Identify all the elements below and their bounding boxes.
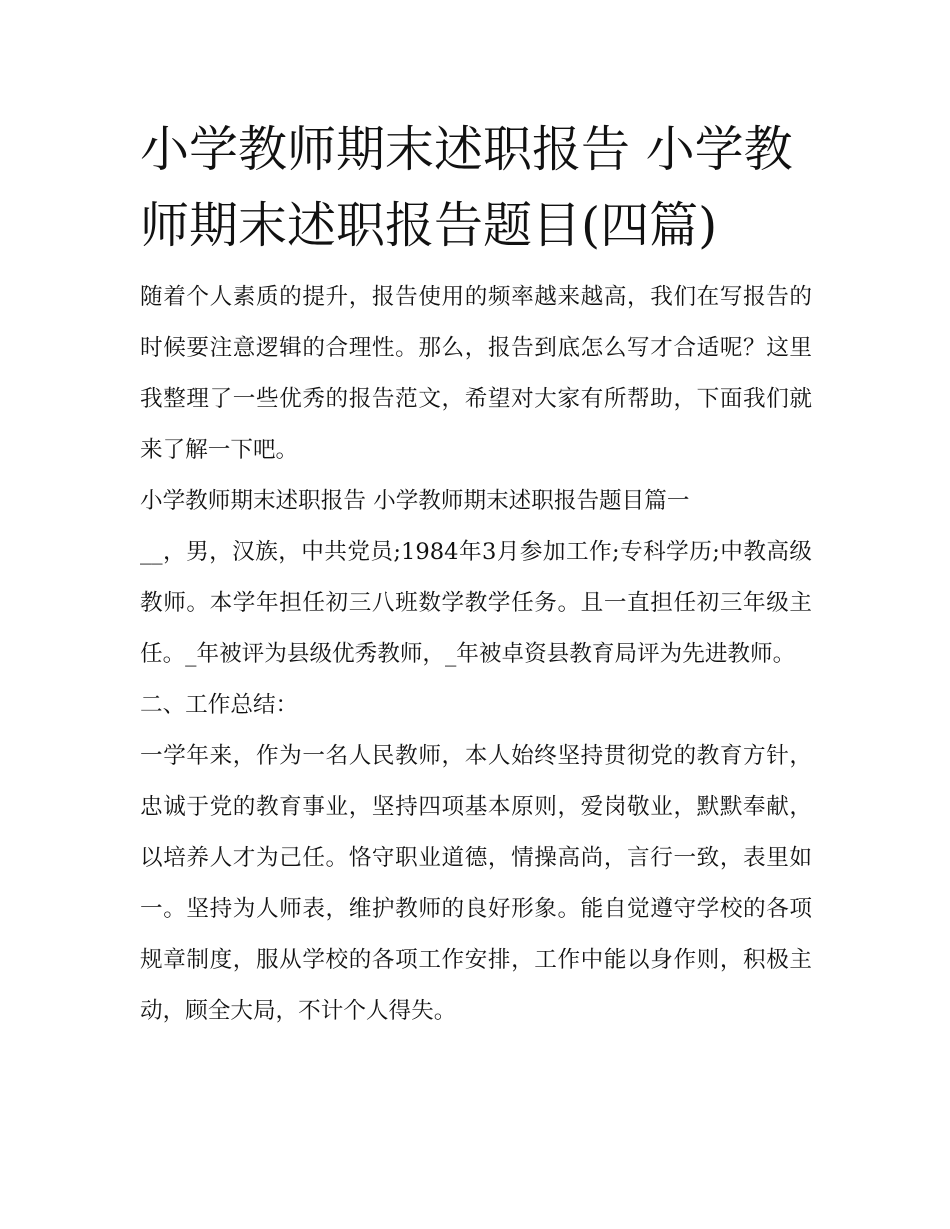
document-page bbox=[140, 112, 812, 1037]
profile-paragraph: __，男，汉族，中共党员;1984年3月参加工作;专科学历;中教高级教师。本学年担任初三八班数学教学任务。且一直担任初三年级主任。_年被评为县级优秀教师，_年被卓资县教育局评为先进教师。 bbox=[140, 539, 812, 667]
intro-paragraph: 随着个人素质的提升，报告使用的频率越来越高，我们在写报告的时候要注意逻辑的合理性。那么，报告到底怎么写才合适呢？这里我整理了一些优秀的报告范文，希望对大家有所帮助，下面我们就来了解一下吧。 bbox=[140, 284, 812, 463]
work-summary-paragraph: 一学年来，作为一名人民教师，本人始终坚持贯彻党的教育方针，忠诚于党的教育事业，坚持四项基本原则，爱岗敬业，默默奉献，以培养人才为己任。恪守职业道德，情操高尚，言行一致，表里如一。坚持为人师表，维护教师的良好形象。能自觉遵守学校的各项规章制度，服从学校的各项工作安排，工作中能以身作则，积极主动，顾全大局，不计个人得失。 bbox=[140, 743, 812, 1024]
document-title: 小学教师期末述职报告 小学教师期末述职报告题目(四篇) bbox=[140, 121, 793, 254]
section-heading: 小学教师期末述职报告 小学教师期末述职报告题目篇一 bbox=[140, 488, 690, 514]
work-summary-heading: 二、工作总结： bbox=[140, 692, 299, 718]
